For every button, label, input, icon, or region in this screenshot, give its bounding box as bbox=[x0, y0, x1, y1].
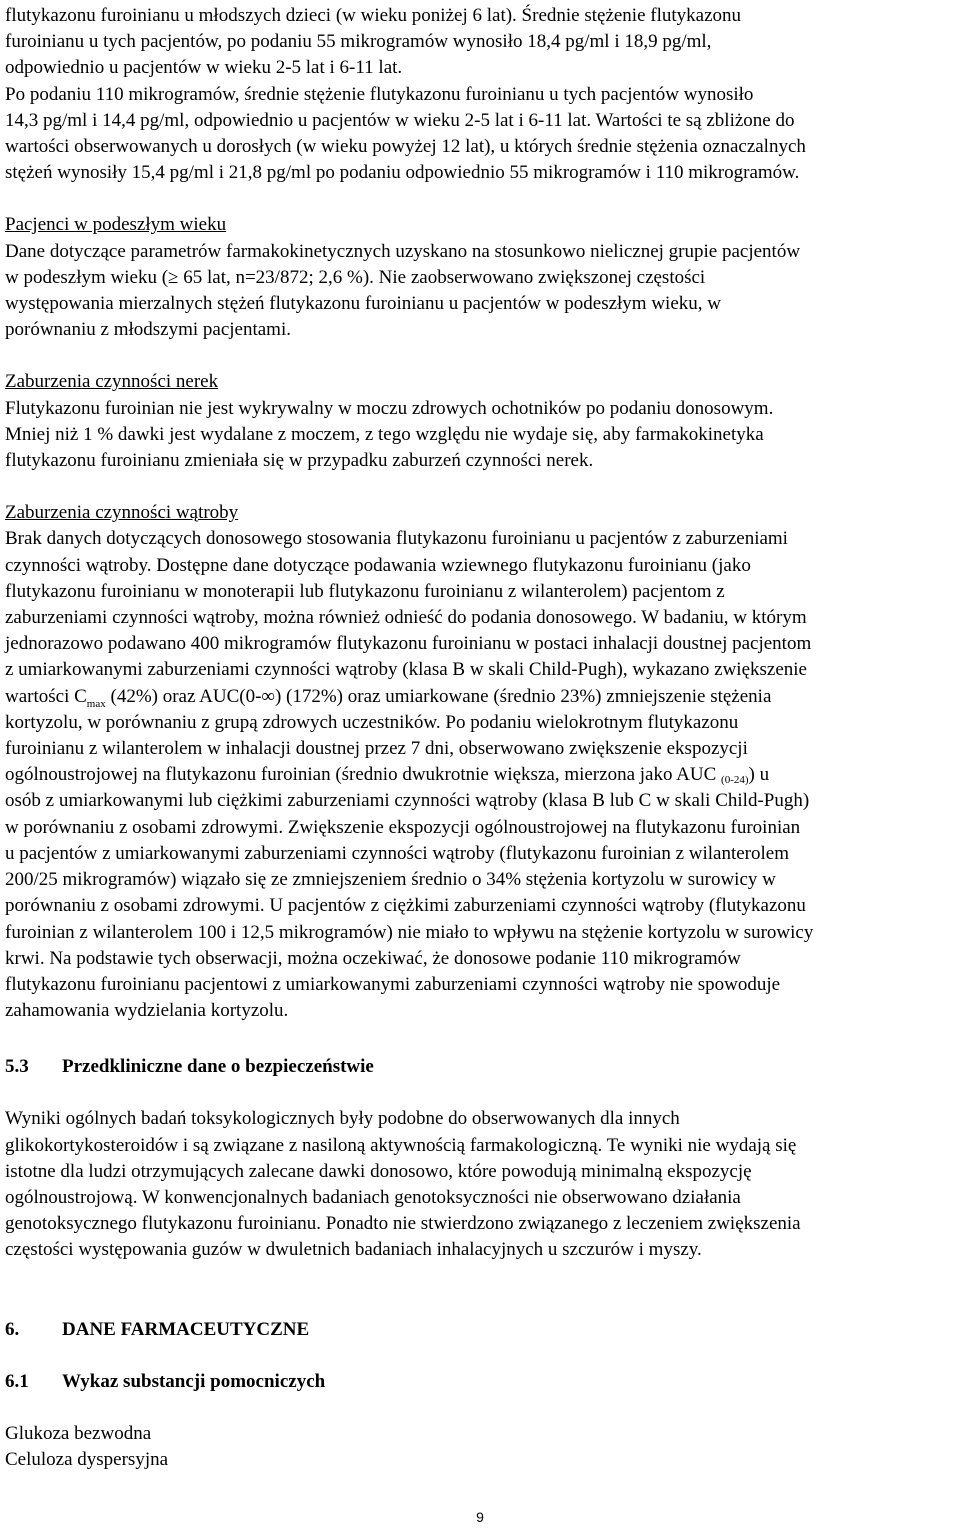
text-line: jednorazowo podawano 400 mikrogramów flutykazonu furoinianu w postaci inhalacji doustnej pacjentom bbox=[5, 633, 812, 655]
text-line: Wyniki ogólnych badań toksykologicznych były podobne do obserwowanych dla innych bbox=[5, 1108, 680, 1130]
subsection-heading-elderly: Pacjenci w podeszłym wieku bbox=[5, 214, 227, 236]
text-line: 200/25 mikrogramów) wiązało się ze zmniejszeniem średnio o 34% stężenia kortyzolu w surowicy w bbox=[5, 869, 776, 891]
text-line: Dane dotyczące parametrów farmakokinetycznych uzyskano na stosunkowo nielicznej grupie pacjentów bbox=[5, 240, 801, 262]
text-line: ogólnoustrojową. W konwencjonalnych badaniach genotoksyczności nie obserwowano działania bbox=[5, 1186, 741, 1208]
section-heading-5-3 bbox=[5, 1054, 955, 1080]
section-heading-6 bbox=[5, 1317, 955, 1343]
text-line: flutykazonu furoinianu u młodszych dzieci (w wieku poniżej 6 lat). Średnie stężenie flutykazonu bbox=[5, 5, 742, 26]
text-line: osób z umiarkowanymi lub ciężkimi zaburzeniami czynności wątroby (klasa B lub C w skali Child-Pugh) bbox=[5, 790, 810, 812]
subsection-heading-hepatic: Zaburzenia czynności wątroby bbox=[5, 502, 239, 524]
text-line: występowania mierzalnych stężeń flutykazonu furoinianu u pacjentów w podeszłym wieku, w bbox=[5, 293, 721, 315]
elderly-section bbox=[5, 212, 955, 343]
text-line: flutykazonu furoinianu pacjentowi z umiarkowanymi zaburzeniami czynności wątroby nie spowoduje bbox=[5, 973, 781, 995]
section-number: 6.1 bbox=[5, 1370, 29, 1392]
spacer bbox=[5, 1264, 955, 1317]
text-line: kortyzolu, w porównaniu z grupą zdrowych uczestników. Po podaniu wielokrotnym flutykazonu bbox=[5, 711, 739, 733]
text-line: stężeń wynosiły 15,4 pg/ml i 21,8 pg/ml po podaniu odpowiednio 55 mikrogramów i 110 mikrogramów. bbox=[5, 162, 800, 184]
section-title: Wykaz substancji pomocniczych bbox=[62, 1370, 326, 1392]
spacer bbox=[5, 343, 955, 369]
renal-section bbox=[5, 369, 955, 474]
text-line: furoinian z wilanterolem 100 i 12,5 mikrogramów) nie miało to wpływu na stężenie kortyzolu w surowicy bbox=[5, 921, 814, 943]
text-line: Po podaniu 110 mikrogramów, średnie stężenie flutykazonu furoinianu u tych pacjentów wynosiło bbox=[5, 83, 754, 105]
subscript-max: max bbox=[86, 697, 106, 710]
subsection-heading-renal: Zaburzenia czynności nerek bbox=[5, 371, 219, 393]
excipients-list bbox=[5, 1421, 955, 1473]
spacer bbox=[5, 1343, 955, 1369]
section-title: Przedkliniczne dane o bezpieczeństwie bbox=[62, 1056, 374, 1078]
text-line: zahamowania wydzielania kortyzolu. bbox=[5, 1000, 289, 1022]
section-heading-6-1 bbox=[5, 1369, 955, 1395]
text-line: krwi. Na podstawie tych obserwacji, można oczekiwać, że donosowe podanie 110 mikrogramów bbox=[5, 947, 741, 969]
text-segment: ) u bbox=[748, 764, 770, 786]
section-title: DANE FARMACEUTYCZNE bbox=[62, 1318, 310, 1340]
text-line: genotoksycznego flutykazonu furoinianu. Ponadto nie stwierdzono związanego z leczeniem zwiększenia bbox=[5, 1213, 801, 1235]
hepatic-section bbox=[5, 500, 955, 1024]
spacer bbox=[5, 1395, 955, 1421]
preclinical-paragraph bbox=[5, 1106, 955, 1263]
page-number: 9 bbox=[476, 1509, 484, 1525]
spacer bbox=[5, 1080, 955, 1106]
text-line: furoinianu u tych pacjentów, po podaniu 55 mikrogramów wynosiło 18,4 pg/ml i 18,9 pg/ml, bbox=[5, 31, 712, 53]
spacer bbox=[5, 474, 955, 500]
text-line: częstości występowania guzów w dwuletnich badaniach inhalacyjnych u szczurów i myszy. bbox=[5, 1239, 702, 1261]
text-line: z umiarkowanymi zaburzeniami czynności wątroby (klasa B w skali Child-Pugh), wykazano zwiększenie bbox=[5, 659, 807, 681]
text-line: u pacjentów z umiarkowanymi zaburzeniami czynności wątroby (flutykazonu furoinian z wilanterolem bbox=[5, 842, 790, 864]
text-line: furoinianu z wilanterolem w inhalacji doustnej przez 7 dni, obserwowano zwiększenie ekspozycji bbox=[5, 738, 748, 760]
text-segment: ogólnoustrojowej na flutykazonu furoinian (średnio dwukrotnie większa, mierzona jako AUC bbox=[5, 764, 722, 786]
text-segment: (42%) oraz AUC(0-∞) (172%) oraz umiarkowane (średnio 23%) zmniejszenie stężenia bbox=[105, 685, 772, 707]
text-line: flutykazonu furoinianu zmieniała się w przypadku zaburzeń czynności nerek. bbox=[5, 450, 594, 472]
text-line: w podeszłym wieku (≥ 65 lat, n=23/872; 2,6 %). Nie zaobserwowano zwiększonej częstości bbox=[5, 266, 706, 288]
text-line bbox=[5, 684, 955, 710]
text-line: flutykazonu furoinianu w monoterapii lub flutykazonu furoinianu z wilanterolem) pacjentom z bbox=[5, 580, 725, 602]
text-line: czynności wątroby. Dostępne dane dotyczące podawania wziewnego flutykazonu furoinianu (jako bbox=[5, 554, 751, 576]
subscript-auc-range: (0-24) bbox=[721, 774, 749, 787]
pediatric-paragraph bbox=[5, 0, 955, 186]
text-line: Mniej niż 1 % dawki jest wydalane z moczem, z tego względu nie wydaje się, aby farmakokinetyka bbox=[5, 423, 764, 445]
spacer bbox=[5, 186, 955, 212]
text-line: Flutykazonu furoinian nie jest wykrywalny w moczu zdrowych ochotników po podaniu donosowym. bbox=[5, 397, 774, 419]
text-line: Brak danych dotyczących donosowego stosowania flutykazonu furoinianu u pacjentów z zaburzeniami bbox=[5, 528, 788, 550]
text-line: porównaniu z osobami zdrowymi. U pacjentów z ciężkimi zaburzeniami czynności wątroby (flutykazonu bbox=[5, 895, 806, 917]
text-line: porównaniu z młodszymi pacjentami. bbox=[5, 319, 291, 341]
text-line: w porównaniu z osobami zdrowymi. Zwiększenie ekspozycji ogólnoustrojowej na flutykazonu furoinian bbox=[5, 816, 801, 838]
text-line: glikokortykosteroidów i są związane z nasiloną aktywnością farmakologiczną. Te wyniki nie wydają się bbox=[5, 1134, 797, 1156]
list-item: Celuloza dyspersyjna bbox=[5, 1448, 169, 1470]
text-line: zaburzeniami czynności wątroby, można również odnieść do podania donosowego. W badaniu, w którym bbox=[5, 607, 807, 629]
text-line: istotne dla ludzi otrzymujących zalecane dawki donosowo, które powodują minimalną ekspozycję bbox=[5, 1160, 752, 1182]
text-line bbox=[5, 762, 955, 788]
section-number: 6. bbox=[5, 1318, 20, 1340]
spacer bbox=[5, 1024, 955, 1054]
list-item: Glukoza bezwodna bbox=[5, 1422, 152, 1444]
document-page bbox=[5, 0, 955, 1473]
text-line: odpowiednio u pacjentów w wieku 2-5 lat i 6-11 lat. bbox=[5, 57, 403, 79]
text-line: 14,3 pg/ml i 14,4 pg/ml, odpowiednio u pacjentów w wieku 2-5 lat i 6-11 lat. Wartości te są zbliżone do bbox=[5, 109, 795, 131]
text-line: wartości obserwowanych u dorosłych (w wieku powyżej 12 lat), u których średnie stężenia oznaczalnych bbox=[5, 136, 806, 158]
section-number: 5.3 bbox=[5, 1056, 29, 1078]
text-segment: wartości C bbox=[5, 685, 87, 707]
